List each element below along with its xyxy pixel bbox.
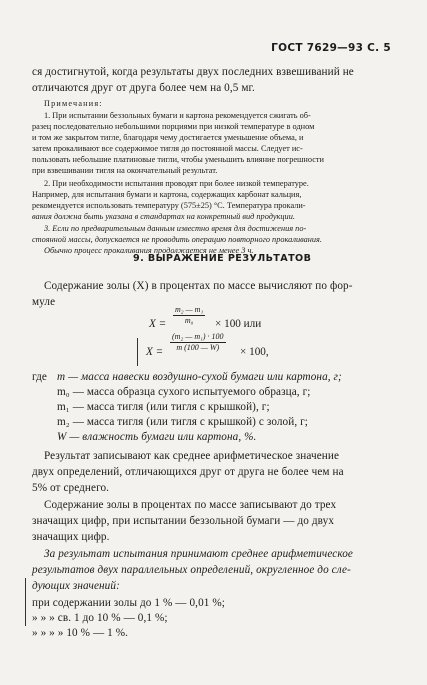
definition-item: m₁ — масса тигля (или тигля с крышкой), г; [57,401,270,413]
definition-item: W — влажность бумаги или картона, %. [57,431,257,443]
definition-item: m₀ — масса образца сухого испытуемого образца, г; [57,386,311,398]
formula-1-fraction [173,306,205,326]
body-line: дующих значений: [32,580,120,592]
formula-2-denominator: m (100 — W) [176,343,220,353]
where-lead: где [32,371,47,383]
rounding-row: при содержании золы до 1 % — 0,01 %; [32,597,225,609]
body-line: За результат испытания принимают среднее арифметическое [44,548,354,560]
margin-mark [25,578,26,626]
note-line: вания должна быть указана в стандартах на конкретный вид продукции. [32,212,295,221]
notes-heading: Примечания: [44,99,103,108]
formula-2-numerator: (m₂ — m₁) · 100 [170,333,226,343]
body-line: муле [32,296,56,308]
margin-mark [137,338,138,366]
note-line: Обычно процесс прокаливания продолжается не менее 3 ч. [44,246,254,255]
note-line: разец последовательно небольшими порциями при низкой температуре в одном [32,122,315,131]
intro-line-1: ся достигнутой, когда результаты двух последних взвешиваний не [32,66,354,78]
note-line: затем прокаливают все содержимое тигля до постоянной массы. Следует ис- [32,144,303,153]
formula-2-rhs: × 100, [240,346,269,358]
note-line: стоянной массы, допускается не проводить операцию повторного прокаливания. [32,235,322,244]
formula-1-lhs: X = [149,318,167,330]
definition-item: m₂ — масса тигля (или тигля с крышкой) с золой, г; [57,416,309,428]
note-line: 2. При необходимости испытания проводят при более низкой температуре. [44,179,309,188]
section-heading: 9. ВЫРАЖЕНИЕ РЕЗУЛЬТАТОВ [133,253,312,264]
note-line: Например, для испытания бумаги и картона, содержащих карбонат кальция, [32,190,302,199]
body-line: Результат записывают как среднее арифметическое значение [44,450,340,462]
body-line: результатов двух параллельных определений, округленное до сле- [32,564,351,576]
formula-1-denominator: m₀ [184,316,194,326]
note-line: рекомендуется использовать температуру (575±25) °С. Температура прокали- [32,201,306,210]
rounding-row: » » » св. 1 до 10 % — 0,1 %; [32,612,168,624]
note-line: при взвешивании тигля на окончательный результат. [32,166,218,175]
note-line: 1. При испытании беззольных бумаги и картона рекомендуется сжигать об- [44,111,311,120]
note-line: и том же закрытом тигле, благодаря чему достигается уменьшение объема, и [32,133,304,142]
note-line: пользовать небольшие платиновые тигли, чтобы уменьшить влияние погрешности [32,155,324,164]
formula-1-numerator: m₂ — m₁ [173,306,205,316]
body-line: значащих цифр. [32,531,110,543]
formula-2-lhs: X = [146,346,164,358]
rounding-row: » » » » 10 % — 1 %. [32,627,129,639]
formula-2-fraction [170,333,226,353]
body-line: Содержание золы (X) в процентах по массе вычисляют по фор- [44,280,353,292]
body-line: двух определений, отличающихся друг от друга не более чем на [32,466,344,478]
formula-1-rhs: × 100 или [215,318,262,330]
body-line: значащих цифр, при испытании беззольной бумаги — до двух [32,515,335,527]
definition-item: m — масса навески воздушно-сухой бумаги или картона, г; [57,371,342,383]
page-header: ГОСТ 7629—93 С. 5 [271,42,391,54]
body-line: 5% от среднего. [32,482,110,494]
intro-line-2: отличаются друг от друга более чем на 0,5 мг. [32,82,255,94]
note-line: 3. Если по предварительным данным известно время для достижения по- [44,224,307,233]
body-line: Содержание золы в процентах по массе записывают до трех [44,499,337,511]
